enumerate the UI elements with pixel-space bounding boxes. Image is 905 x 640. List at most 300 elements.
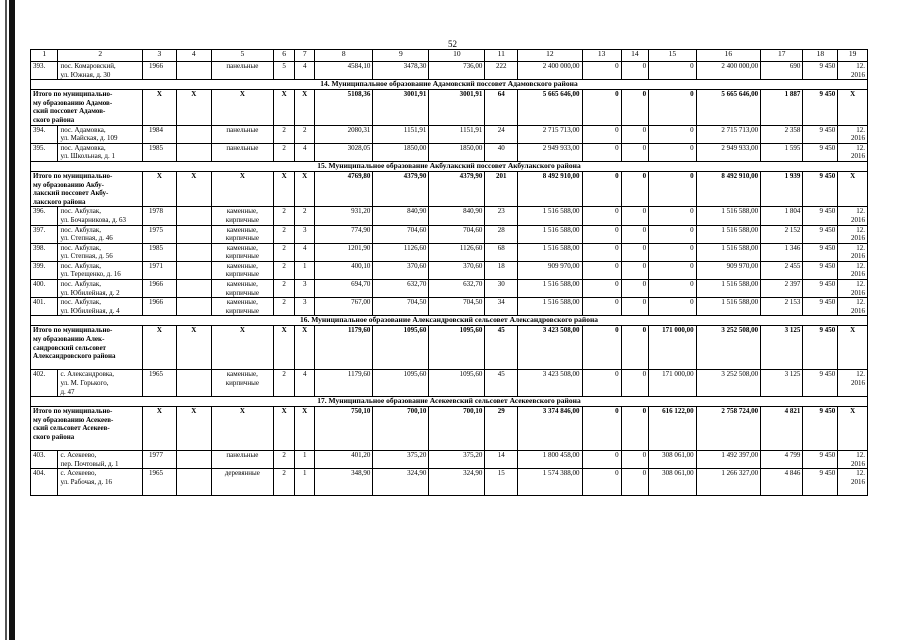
- building-address: [58, 125, 143, 143]
- section-header-row: [31, 397, 868, 407]
- completion-date-line: 2016: [851, 70, 865, 79]
- completion-date: [838, 225, 868, 243]
- max-unit-cost: 9 450: [803, 370, 838, 397]
- col-14: 0: [621, 90, 648, 125]
- binding-strip: [9, 0, 15, 640]
- entrances: X: [295, 407, 315, 451]
- floors: X: [274, 326, 295, 370]
- commission-year: 1971: [143, 261, 177, 279]
- total-label-line: Итого по муниципально-: [33, 326, 113, 335]
- max-unit-cost: 9 450: [803, 225, 838, 243]
- floors: X: [274, 90, 295, 125]
- unit-cost: 4 821: [761, 407, 803, 451]
- entrances: 3: [295, 280, 315, 298]
- entrances: 4: [295, 62, 315, 80]
- col-13: 0: [582, 143, 621, 161]
- owners-funds: 1 516 588,00: [696, 298, 760, 316]
- repair-cost-total: 5 665 646,00: [518, 90, 582, 125]
- row-number: 397.: [31, 225, 58, 243]
- wall-material: [211, 326, 273, 370]
- wall-material-line: каменные,: [226, 280, 258, 289]
- owners-funds: 1 516 588,00: [696, 207, 760, 225]
- unit-cost: 1 595: [761, 143, 803, 161]
- residents-count: 34: [485, 298, 518, 316]
- repair-cost-total: 909 970,00: [518, 261, 582, 279]
- unit-cost: 2 153: [761, 298, 803, 316]
- entrances: X: [295, 90, 315, 125]
- commission-year: 1977: [143, 451, 177, 469]
- completion-date: [838, 407, 868, 451]
- col-14: 0: [621, 125, 648, 143]
- commission-year: 1965: [143, 370, 177, 397]
- total-label-line: му образованию Акбу-: [33, 180, 104, 189]
- wall-material-line: X: [239, 171, 245, 180]
- total-area: 931,20: [315, 207, 373, 225]
- table-body: [31, 50, 868, 496]
- row-number: 398.: [31, 243, 58, 261]
- premises-area: 1095,60: [373, 326, 429, 370]
- completion-date: [838, 326, 868, 370]
- completion-date-line: 2016: [851, 379, 865, 387]
- commission-year: 1985: [143, 143, 177, 161]
- col-4: X: [176, 171, 211, 206]
- owners-funds: 2 400 000,00: [696, 62, 760, 80]
- col-14: 0: [621, 207, 648, 225]
- row-number: 402.: [31, 370, 58, 397]
- col-13: 0: [582, 370, 621, 397]
- column-header-row: [31, 50, 868, 62]
- completion-date-line: 2016: [851, 270, 865, 279]
- col-14: 0: [621, 298, 648, 316]
- wall-material: [211, 407, 273, 451]
- building-row: [31, 207, 868, 225]
- column-header: 7: [295, 50, 315, 62]
- wall-material-line: каменные,: [226, 370, 258, 379]
- unit-cost: 690: [761, 62, 803, 80]
- completion-date-line: 2016: [851, 477, 865, 486]
- column-header: 6: [274, 50, 295, 62]
- building-address-line: ул. Рабочая, д. 16: [60, 477, 112, 486]
- building-address-line: ул. Терещенко, д. 16: [60, 270, 121, 279]
- residential-area: 840,90: [429, 207, 485, 225]
- wall-material: [211, 171, 273, 206]
- col-15: 0: [649, 225, 697, 243]
- col-4: X: [176, 326, 211, 370]
- repair-cost-total: 2 400 000,00: [518, 62, 582, 80]
- wall-material: [211, 125, 273, 143]
- residential-area: 4379,90: [429, 171, 485, 206]
- col-13: 0: [582, 90, 621, 125]
- max-unit-cost: 9 450: [803, 143, 838, 161]
- residential-area: 632,70: [429, 280, 485, 298]
- max-unit-cost: 9 450: [803, 280, 838, 298]
- max-unit-cost: 9 450: [803, 298, 838, 316]
- wall-material: [211, 225, 273, 243]
- building-address-line: ул. Степная, д. 56: [60, 252, 113, 261]
- col-13: 0: [582, 407, 621, 451]
- building-row: [31, 261, 868, 279]
- total-area: 694,70: [315, 280, 373, 298]
- premises-area: 4379,90: [373, 171, 429, 206]
- col-4: [176, 125, 211, 143]
- building-address: [58, 469, 143, 496]
- building-address: [58, 280, 143, 298]
- completion-date: [838, 171, 868, 206]
- floors: 2: [274, 225, 295, 243]
- building-address-line: ул. Бочарникова, д. 63: [60, 215, 127, 224]
- completion-date-line: 12.: [856, 225, 865, 234]
- total-label-line: Итого по муниципально-: [33, 90, 113, 99]
- building-address-line: ул. М. Горького,: [60, 379, 109, 387]
- residents-count: 68: [485, 243, 518, 261]
- unit-cost: 4 846: [761, 469, 803, 496]
- completion-date-line: 12.: [856, 125, 865, 134]
- completion-date-line: 12.: [856, 280, 865, 289]
- entrances: 1: [295, 469, 315, 496]
- residential-area: 370,60: [429, 261, 485, 279]
- wall-material-line: каменные,: [226, 298, 258, 307]
- unit-cost: 3 125: [761, 370, 803, 397]
- building-address-line: ул. Юбилейная, д. 4: [60, 306, 120, 315]
- col-4: X: [176, 407, 211, 451]
- completion-date-line: 12.: [856, 451, 865, 460]
- max-unit-cost: 9 450: [803, 243, 838, 261]
- unit-cost: 1 887: [761, 90, 803, 125]
- binding-edge: [5, 0, 7, 640]
- max-unit-cost: 9 450: [803, 62, 838, 80]
- wall-material-line: кирпичные: [225, 234, 259, 243]
- building-row: [31, 298, 868, 316]
- owners-funds: 8 492 910,00: [696, 171, 760, 206]
- wall-material-line: панельные: [226, 143, 259, 152]
- repair-cost-total: 3 423 508,00: [518, 370, 582, 397]
- unit-cost: 2 152: [761, 225, 803, 243]
- total-area: 1179,60: [315, 326, 373, 370]
- total-label-line: ского района: [33, 432, 75, 441]
- building-address-line: [60, 487, 140, 496]
- building-row: [31, 62, 868, 80]
- wall-material-line: кирпичные: [225, 379, 259, 387]
- unit-cost: 1 804: [761, 207, 803, 225]
- residential-area: 704,60: [429, 225, 485, 243]
- total-label-line: Александровского района: [33, 352, 116, 361]
- premises-area: 3001,91: [373, 90, 429, 125]
- building-row: [31, 280, 868, 298]
- building-row: [31, 469, 868, 496]
- wall-material-line: панельные: [226, 125, 259, 134]
- municipality-total-row: [31, 90, 868, 125]
- completion-date: [838, 261, 868, 279]
- section-title: 15. Муниципальное образование Акбулакский поссовет Акбулакского района: [31, 161, 868, 171]
- col-13: 0: [582, 243, 621, 261]
- repair-cost-total: 1 516 588,00: [518, 243, 582, 261]
- completion-date-line: X: [850, 90, 856, 99]
- residential-area: 1850,00: [429, 143, 485, 161]
- completion-date: [838, 243, 868, 261]
- wall-material-line: кирпичные: [225, 288, 259, 297]
- building-address-line: пос. Акбулак,: [60, 261, 102, 270]
- max-unit-cost: 9 450: [803, 171, 838, 206]
- completion-date-line: 12.: [856, 370, 865, 379]
- column-header: 13: [582, 50, 621, 62]
- max-unit-cost: 9 450: [803, 451, 838, 469]
- total-area: 400,10: [315, 261, 373, 279]
- col-4: X: [176, 90, 211, 125]
- floors: 2: [274, 143, 295, 161]
- wall-material: [211, 143, 273, 161]
- owners-funds: 1 516 588,00: [696, 225, 760, 243]
- max-unit-cost: 9 450: [803, 207, 838, 225]
- col-14: 0: [621, 225, 648, 243]
- section-header-row: [31, 161, 868, 171]
- col-13: 0: [582, 261, 621, 279]
- completion-date: [838, 90, 868, 125]
- max-unit-cost: 9 450: [803, 469, 838, 496]
- floors: 2: [274, 261, 295, 279]
- row-number: 399.: [31, 261, 58, 279]
- entrances: 3: [295, 225, 315, 243]
- section-title: 16. Муниципальное образование Александровский сельсовет Александровского района: [31, 316, 868, 326]
- completion-date-line: 12.: [856, 469, 865, 478]
- residential-area: 1151,91: [429, 125, 485, 143]
- building-address-line: пос. Акбулак,: [60, 225, 102, 234]
- section-title: 17. Муниципальное образование Асекеевский сельсовет Асекеевского района: [31, 397, 868, 407]
- wall-material: [211, 370, 273, 397]
- wall-material-line: кирпичные: [225, 215, 259, 224]
- premises-area: 375,20: [373, 451, 429, 469]
- column-header: 3: [143, 50, 177, 62]
- wall-material: [211, 62, 273, 80]
- col-4: [176, 207, 211, 225]
- col-14: 0: [621, 62, 648, 80]
- completion-date-line: 12.: [856, 207, 865, 216]
- repair-cost-total: 1 516 588,00: [518, 298, 582, 316]
- entrances: X: [295, 171, 315, 206]
- completion-date: [838, 62, 868, 80]
- owners-funds: 5 665 646,00: [696, 90, 760, 125]
- row-number: 394.: [31, 125, 58, 143]
- completion-date-line: 2016: [851, 252, 865, 261]
- col-4: [176, 370, 211, 397]
- wall-material-line: каменные,: [226, 225, 258, 234]
- wall-material-line: кирпичные: [225, 270, 259, 279]
- building-row: [31, 370, 868, 397]
- col-15: 616 122,00: [649, 407, 697, 451]
- municipality-total-row: [31, 171, 868, 206]
- building-address-line: пос. Акбулак,: [60, 207, 102, 216]
- repair-cost-total: 1 800 458,00: [518, 451, 582, 469]
- total-area: 1179,60: [315, 370, 373, 397]
- wall-material-line: кирпичные: [225, 252, 259, 261]
- col-14: 0: [621, 280, 648, 298]
- col-13: 0: [582, 469, 621, 496]
- col-15: 0: [649, 125, 697, 143]
- floors: 5: [274, 62, 295, 80]
- total-label-line: [33, 361, 140, 370]
- owners-funds: 3 252 508,00: [696, 326, 760, 370]
- row-number: 404.: [31, 469, 58, 496]
- residents-count: 23: [485, 207, 518, 225]
- row-number: 396.: [31, 207, 58, 225]
- max-unit-cost: 9 450: [803, 261, 838, 279]
- wall-material-line: X: [239, 326, 245, 335]
- col-13: 0: [582, 298, 621, 316]
- floors: X: [274, 171, 295, 206]
- total-label-line: му образованию Алек-: [33, 335, 105, 344]
- owners-funds: 2 758 724,00: [696, 407, 760, 451]
- column-header: 5: [211, 50, 273, 62]
- residential-area: 324,90: [429, 469, 485, 496]
- premises-area: 1095,60: [373, 370, 429, 397]
- col-15: 308 061,00: [649, 469, 697, 496]
- max-unit-cost: 9 450: [803, 125, 838, 143]
- col-13: 0: [582, 280, 621, 298]
- premises-area: 840,90: [373, 207, 429, 225]
- building-address: [58, 143, 143, 161]
- commission-year: 1966: [143, 280, 177, 298]
- column-header: 2: [58, 50, 143, 62]
- wall-material: [211, 298, 273, 316]
- commission-year: X: [143, 171, 177, 206]
- building-row: [31, 225, 868, 243]
- residential-area: 3001,91: [429, 90, 485, 125]
- residents-count: 24: [485, 125, 518, 143]
- premises-area: 700,10: [373, 407, 429, 451]
- col-15: 0: [649, 90, 697, 125]
- floors: 2: [274, 469, 295, 496]
- entrances: 2: [295, 207, 315, 225]
- entrances: 1: [295, 261, 315, 279]
- col-14: 0: [621, 451, 648, 469]
- repair-cost-total: 1 516 588,00: [518, 280, 582, 298]
- total-area: 401,20: [315, 451, 373, 469]
- completion-date: [838, 143, 868, 161]
- total-area: 4584,10: [315, 62, 373, 80]
- commission-year: X: [143, 326, 177, 370]
- premises-area: 704,60: [373, 225, 429, 243]
- residential-area: 1095,60: [429, 370, 485, 397]
- residents-count: 18: [485, 261, 518, 279]
- building-address-line: ул. Южная, д. 30: [60, 70, 111, 79]
- col-4: [176, 280, 211, 298]
- col-4: [176, 62, 211, 80]
- wall-material-line: каменные,: [226, 243, 258, 252]
- residents-count: 14: [485, 451, 518, 469]
- col-13: 0: [582, 207, 621, 225]
- total-label-line: ский сельсовет Асекеев-: [33, 424, 110, 433]
- building-address-line: ул. Школьная, д. 1: [60, 152, 115, 161]
- building-address-line: д. 47: [60, 387, 75, 396]
- total-label-line: ский поссовет Адамов-: [33, 107, 106, 116]
- total-label: [31, 326, 143, 370]
- col-14: 0: [621, 326, 648, 370]
- entrances: 4: [295, 370, 315, 397]
- col-15: 0: [649, 143, 697, 161]
- unit-cost: 2 455: [761, 261, 803, 279]
- col-14: 0: [621, 469, 648, 496]
- floors: 2: [274, 280, 295, 298]
- building-address-line: пос. Акбулак,: [60, 280, 102, 289]
- wall-material-line: X: [239, 407, 245, 416]
- repair-cost-total: 1 516 588,00: [518, 207, 582, 225]
- max-unit-cost: 9 450: [803, 407, 838, 451]
- column-header: 1: [31, 50, 58, 62]
- wall-material-line: деревянные: [224, 469, 260, 478]
- entrances: 1: [295, 451, 315, 469]
- building-address: [58, 451, 143, 469]
- residents-count: 201: [485, 171, 518, 206]
- wall-material-line: панельные: [226, 451, 259, 460]
- total-label-line: Итого по муниципально-: [33, 171, 113, 180]
- total-area: 767,00: [315, 298, 373, 316]
- unit-cost: 4 799: [761, 451, 803, 469]
- column-header: 4: [176, 50, 211, 62]
- building-address: [58, 225, 143, 243]
- commission-year: 1975: [143, 225, 177, 243]
- entrances: 4: [295, 243, 315, 261]
- completion-date-line: 12.: [856, 261, 865, 270]
- completion-date: [838, 280, 868, 298]
- col-4: [176, 225, 211, 243]
- completion-date-line: 2016: [851, 234, 865, 243]
- total-label-line: ского района: [33, 115, 75, 124]
- commission-year: 1965: [143, 469, 177, 496]
- floors: 2: [274, 451, 295, 469]
- commission-year: 1978: [143, 207, 177, 225]
- completion-date-line: 2016: [851, 288, 865, 297]
- total-label: [31, 90, 143, 125]
- building-address-line: пос. Акбулак,: [60, 243, 102, 252]
- col-15: 0: [649, 261, 697, 279]
- column-header: 15: [649, 50, 697, 62]
- col-14: 0: [621, 143, 648, 161]
- commission-year: X: [143, 407, 177, 451]
- premises-area: 704,50: [373, 298, 429, 316]
- residents-count: 28: [485, 225, 518, 243]
- wall-material-line: каменные,: [226, 207, 258, 216]
- col-4: [176, 261, 211, 279]
- wall-material: [211, 451, 273, 469]
- building-address-line: пер. Почтовый, д. 1: [60, 459, 119, 468]
- residents-count: 64: [485, 90, 518, 125]
- col-13: 0: [582, 171, 621, 206]
- total-area: 5108,36: [315, 90, 373, 125]
- commission-year: 1984: [143, 125, 177, 143]
- unit-cost: 2 358: [761, 125, 803, 143]
- completion-date-line: 2016: [851, 134, 865, 143]
- owners-funds: 1 492 397,00: [696, 451, 760, 469]
- col-14: 0: [621, 243, 648, 261]
- col-15: 171 000,00: [649, 326, 697, 370]
- col-15: 0: [649, 62, 697, 80]
- building-address: [58, 261, 143, 279]
- unit-cost: 3 125: [761, 326, 803, 370]
- row-number: 403.: [31, 451, 58, 469]
- wall-material: [211, 469, 273, 496]
- col-13: 0: [582, 451, 621, 469]
- col-14: 0: [621, 407, 648, 451]
- owners-funds: 3 252 508,00: [696, 370, 760, 397]
- section-header-row: [31, 80, 868, 90]
- building-address: [58, 207, 143, 225]
- premises-area: 1151,91: [373, 125, 429, 143]
- total-label-line: [33, 442, 140, 451]
- municipality-total-row: [31, 407, 868, 451]
- total-label-line: лакского района: [33, 197, 86, 206]
- completion-date: [838, 370, 868, 397]
- wall-material: [211, 243, 273, 261]
- col-14: 0: [621, 171, 648, 206]
